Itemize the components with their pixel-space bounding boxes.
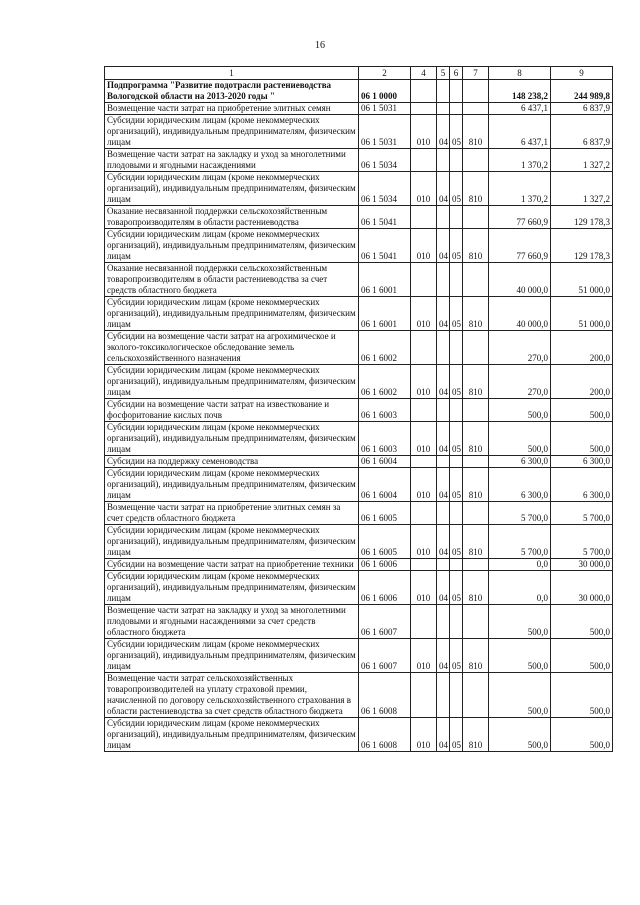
row-col5: 04: [437, 571, 450, 605]
column-header: 1: [105, 67, 359, 80]
row-col5: [437, 673, 450, 718]
row-name: Субсидии на возмещение части затрат на агрохимическое и эколого-токсикологическое обследование земель сельскохозяйственного назначения: [105, 331, 359, 365]
row-col7: [463, 103, 489, 115]
row-name: Субсидии юридическим лицам (кроме некоммерческих организаций), индивидуальным предпринимателям, физическим лицам: [105, 229, 359, 263]
row-col7: 810: [463, 639, 489, 673]
row-value-9: 6 300,0: [551, 468, 613, 502]
row-code: 06 1 6005: [359, 502, 411, 525]
row-code: 06 1 6002: [359, 331, 411, 365]
row-col5: [437, 399, 450, 422]
row-col6: [450, 331, 463, 365]
row-name: Подпрограмма "Развитие подотрасли растениеводства Вологодской области на 2013-2020 годы ": [105, 80, 359, 103]
row-code: 06 1 6006: [359, 559, 411, 571]
row-code: 06 1 6002: [359, 365, 411, 399]
row-col7: [463, 331, 489, 365]
row-value-9: 30 000,0: [551, 559, 613, 571]
row-value-8: 5 700,0: [489, 502, 551, 525]
row-col7: [463, 673, 489, 718]
row-code: 06 1 5041: [359, 206, 411, 229]
row-value-8: 0,0: [489, 571, 551, 605]
row-col5: 04: [437, 639, 450, 673]
row-value-8: 1 370,2: [489, 172, 551, 206]
table-row: [105, 365, 613, 399]
table-row: [105, 639, 613, 673]
table-row: [105, 172, 613, 206]
table-row: [105, 559, 613, 571]
row-name: Субсидии юридическим лицам (кроме некоммерческих организаций), индивидуальным предпринимателям, физическим лицам: [105, 422, 359, 456]
row-value-9: 6 837,9: [551, 115, 613, 149]
row-value-9: 129 178,3: [551, 229, 613, 263]
row-code: 06 1 6004: [359, 468, 411, 502]
row-code: 06 1 6006: [359, 571, 411, 605]
row-value-9: 1 327,2: [551, 149, 613, 172]
row-value-9: 6 837,9: [551, 103, 613, 115]
row-col5: [437, 559, 450, 571]
table-row: [105, 456, 613, 468]
row-code: 06 1 6001: [359, 297, 411, 331]
table-row: [105, 331, 613, 365]
row-col4: 010: [411, 468, 437, 502]
row-code: 06 1 5034: [359, 172, 411, 206]
row-col7: 810: [463, 115, 489, 149]
row-value-9: 129 178,3: [551, 206, 613, 229]
row-name: Субсидии на возмещение части затрат на известкование и фосфоритование кислых почв: [105, 399, 359, 422]
header-row: [105, 67, 613, 80]
table-row: [105, 115, 613, 149]
table-row: [105, 229, 613, 263]
row-col4: [411, 502, 437, 525]
row-col4: [411, 456, 437, 468]
row-name: Субсидии юридическим лицам (кроме некоммерческих организаций), индивидуальным предпринимателям, физическим лицам: [105, 297, 359, 331]
row-col5: [437, 263, 450, 297]
row-col5: [437, 206, 450, 229]
row-col4: [411, 206, 437, 229]
row-value-8: 40 000,0: [489, 297, 551, 331]
row-code: 06 1 6008: [359, 673, 411, 718]
table-row: [105, 571, 613, 605]
row-name: Субсидии юридическим лицам (кроме некоммерческих организаций), индивидуальным предпринимателям, физическим лицам: [105, 525, 359, 559]
row-col7: 810: [463, 718, 489, 752]
row-col4: 010: [411, 365, 437, 399]
row-col7: [463, 80, 489, 103]
row-col6: 05: [450, 468, 463, 502]
row-code: 06 1 6004: [359, 456, 411, 468]
row-col4: [411, 103, 437, 115]
row-col5: 04: [437, 422, 450, 456]
row-col5: [437, 502, 450, 525]
row-col4: 010: [411, 115, 437, 149]
column-header: 9: [551, 67, 613, 80]
row-value-9: 500,0: [551, 422, 613, 456]
row-value-8: 5 700,0: [489, 525, 551, 559]
row-value-8: 6 437,1: [489, 115, 551, 149]
row-value-8: 0,0: [489, 559, 551, 571]
row-code: 06 1 6003: [359, 399, 411, 422]
row-name: Субсидии на возмещение части затрат на приобретение техники: [105, 559, 359, 571]
row-col4: [411, 331, 437, 365]
row-col6: [450, 399, 463, 422]
row-name: Возмещение части затрат на приобретение элитных семян за счет средств областного бюджета: [105, 502, 359, 525]
row-value-8: 1 370,2: [489, 149, 551, 172]
table-row: [105, 297, 613, 331]
row-code: 06 1 6007: [359, 639, 411, 673]
row-col6: 05: [450, 639, 463, 673]
row-col4: 010: [411, 297, 437, 331]
row-value-8: 500,0: [489, 422, 551, 456]
row-value-8: 148 238,2: [489, 80, 551, 103]
row-value-8: 6 300,0: [489, 468, 551, 502]
row-name: Субсидии юридическим лицам (кроме некоммерческих организаций), индивидуальным предпринимателям, физическим лицам: [105, 115, 359, 149]
row-col5: 04: [437, 115, 450, 149]
row-col6: [450, 456, 463, 468]
row-col4: [411, 605, 437, 639]
table-row: [105, 718, 613, 752]
row-col5: [437, 103, 450, 115]
row-value-9: 51 000,0: [551, 297, 613, 331]
row-value-9: 5 700,0: [551, 502, 613, 525]
column-header: 6: [450, 67, 463, 80]
row-col4: [411, 399, 437, 422]
row-col7: [463, 399, 489, 422]
page-number: 16: [315, 40, 325, 51]
row-col7: [463, 263, 489, 297]
row-col4: 010: [411, 422, 437, 456]
row-name: Субсидии юридическим лицам (кроме некоммерческих организаций), индивидуальным предпринимателям, физическим лицам: [105, 639, 359, 673]
row-value-8: 77 660,9: [489, 229, 551, 263]
row-col7: 810: [463, 571, 489, 605]
table-row: [105, 206, 613, 229]
row-col6: [450, 80, 463, 103]
row-col6: 05: [450, 525, 463, 559]
row-value-8: 500,0: [489, 673, 551, 718]
row-code: 06 1 6007: [359, 605, 411, 639]
row-col5: 04: [437, 365, 450, 399]
row-col5: [437, 80, 450, 103]
column-header: 2: [359, 67, 411, 80]
row-name: Оказание несвязанной поддержки сельскохозяйственным товаропроизводителям в области растениеводства: [105, 206, 359, 229]
row-col5: 04: [437, 229, 450, 263]
table-row: [105, 525, 613, 559]
row-col7: 810: [463, 525, 489, 559]
row-col6: [450, 502, 463, 525]
row-col5: 04: [437, 297, 450, 331]
row-col7: 810: [463, 297, 489, 331]
table-body: [105, 80, 613, 752]
row-col6: [450, 673, 463, 718]
row-col6: [450, 149, 463, 172]
table-row: [105, 673, 613, 718]
row-col7: [463, 559, 489, 571]
row-value-9: 30 000,0: [551, 571, 613, 605]
column-header: 4: [411, 67, 437, 80]
row-col5: [437, 456, 450, 468]
row-col4: 010: [411, 639, 437, 673]
row-value-9: 51 000,0: [551, 263, 613, 297]
row-name: Субсидии юридическим лицам (кроме некоммерческих организаций), индивидуальным предпринимателям, физическим лицам: [105, 365, 359, 399]
table-row: [105, 263, 613, 297]
row-value-9: 5 700,0: [551, 525, 613, 559]
table-row: [105, 502, 613, 525]
row-col7: [463, 605, 489, 639]
row-col6: 05: [450, 229, 463, 263]
row-value-8: 500,0: [489, 639, 551, 673]
row-col6: 05: [450, 571, 463, 605]
row-name: Оказание несвязанной поддержки сельскохозяйственным товаропроизводителям в области растениеводства за счет средств областного бюджета: [105, 263, 359, 297]
row-col6: [450, 206, 463, 229]
row-name: Субсидии юридическим лицам (кроме некоммерческих организаций), индивидуальным предпринимателям, физическим лицам: [105, 718, 359, 752]
row-value-9: 500,0: [551, 605, 613, 639]
row-col7: 810: [463, 422, 489, 456]
row-col5: 04: [437, 718, 450, 752]
row-code: 06 1 5031: [359, 103, 411, 115]
row-col6: 05: [450, 422, 463, 456]
row-value-9: 500,0: [551, 639, 613, 673]
row-code: 06 1 6001: [359, 263, 411, 297]
row-code: 06 1 5041: [359, 229, 411, 263]
row-col4: [411, 673, 437, 718]
row-name: Возмещение части затрат на закладку и уход за многолетними плодовыми и ягодными насаждениями: [105, 149, 359, 172]
row-col4: [411, 263, 437, 297]
row-col6: [450, 605, 463, 639]
row-col6: [450, 263, 463, 297]
table-row: [105, 103, 613, 115]
row-col4: 010: [411, 525, 437, 559]
table-row: [105, 422, 613, 456]
row-col6: 05: [450, 297, 463, 331]
row-name: Субсидии юридическим лицам (кроме некоммерческих организаций), индивидуальным предпринимателям, физическим лицам: [105, 571, 359, 605]
table-row: [105, 80, 613, 103]
row-value-8: 40 000,0: [489, 263, 551, 297]
row-col6: 05: [450, 115, 463, 149]
row-value-8: 6 437,1: [489, 103, 551, 115]
row-value-9: 500,0: [551, 673, 613, 718]
row-col7: [463, 456, 489, 468]
row-col7: [463, 502, 489, 525]
row-value-8: 500,0: [489, 605, 551, 639]
row-name: Возмещение части затрат на приобретение элитных семян: [105, 103, 359, 115]
row-col4: [411, 559, 437, 571]
row-code: 06 1 5034: [359, 149, 411, 172]
row-code: 06 1 6008: [359, 718, 411, 752]
row-value-9: 6 300,0: [551, 456, 613, 468]
row-col7: 810: [463, 229, 489, 263]
row-col5: 04: [437, 525, 450, 559]
row-col4: 010: [411, 718, 437, 752]
row-col7: [463, 206, 489, 229]
row-col7: 810: [463, 172, 489, 206]
row-col6: [450, 559, 463, 571]
row-value-9: 200,0: [551, 365, 613, 399]
row-value-8: 500,0: [489, 399, 551, 422]
row-name: Возмещение части затрат на закладку и уход за многолетними плодовыми и ягодными насаждениями за счет средств областного бюджета: [105, 605, 359, 639]
column-header: 8: [489, 67, 551, 80]
column-header: 5: [437, 67, 450, 80]
row-code: 06 1 6003: [359, 422, 411, 456]
table-row: [105, 399, 613, 422]
row-value-8: 6 300,0: [489, 456, 551, 468]
row-col4: 010: [411, 229, 437, 263]
row-col5: [437, 149, 450, 172]
row-code: 06 1 5031: [359, 115, 411, 149]
row-col4: 010: [411, 172, 437, 206]
row-col7: 810: [463, 468, 489, 502]
row-value-9: 500,0: [551, 399, 613, 422]
table-row: [105, 468, 613, 502]
row-code: 06 1 0000: [359, 80, 411, 103]
table-row: [105, 149, 613, 172]
row-col5: [437, 331, 450, 365]
row-col6: 05: [450, 718, 463, 752]
row-col5: 04: [437, 468, 450, 502]
row-value-8: 77 660,9: [489, 206, 551, 229]
row-value-8: 270,0: [489, 365, 551, 399]
row-value-9: 200,0: [551, 331, 613, 365]
row-value-9: 244 989,8: [551, 80, 613, 103]
row-col7: 810: [463, 365, 489, 399]
row-col5: 04: [437, 172, 450, 206]
row-col4: [411, 149, 437, 172]
row-col4: [411, 80, 437, 103]
budget-table: [104, 66, 613, 752]
row-col6: [450, 103, 463, 115]
row-col6: 05: [450, 365, 463, 399]
row-value-9: 500,0: [551, 718, 613, 752]
table-row: [105, 605, 613, 639]
row-col4: 010: [411, 571, 437, 605]
row-code: 06 1 6005: [359, 525, 411, 559]
row-name: Субсидии юридическим лицам (кроме некоммерческих организаций), индивидуальным предпринимателям, физическим лицам: [105, 468, 359, 502]
row-col7: [463, 149, 489, 172]
row-name: Возмещение части затрат сельскохозяйственных товаропроизводителей на уплату страховой премии, начисленной по договору сельскохозяйственного страхования в области растениеводства за счет средств областного бюджета: [105, 673, 359, 718]
row-name: Субсидии юридическим лицам (кроме некоммерческих организаций), индивидуальным предпринимателям, физическим лицам: [105, 172, 359, 206]
row-value-8: 270,0: [489, 331, 551, 365]
row-value-9: 1 327,2: [551, 172, 613, 206]
column-header: 7: [463, 67, 489, 80]
row-col5: [437, 605, 450, 639]
row-col6: 05: [450, 172, 463, 206]
row-name: Субсидии на поддержку семеноводства: [105, 456, 359, 468]
row-value-8: 500,0: [489, 718, 551, 752]
